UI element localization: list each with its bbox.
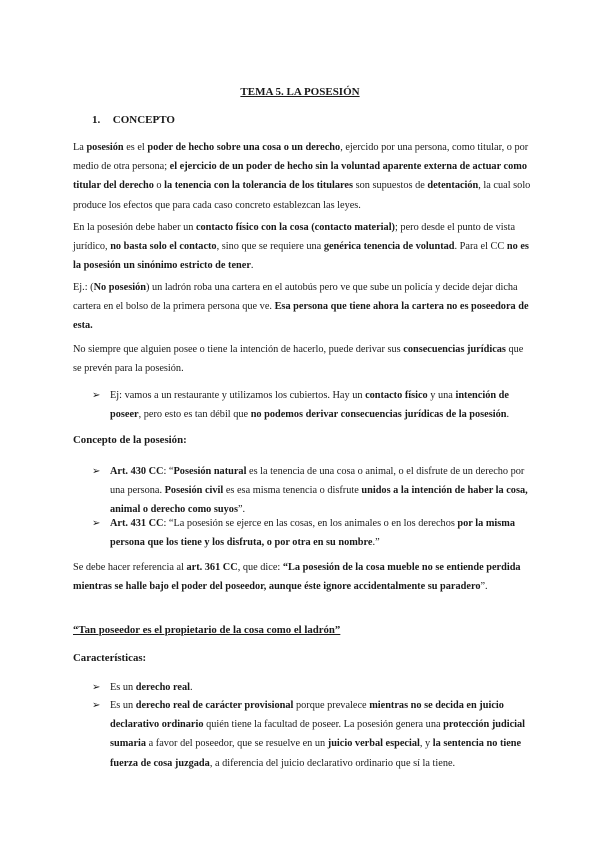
section-label: CONCEPTO <box>112 114 175 126</box>
paragraph-definition: La posesión es el poder de hecho sobre una cosa o un derecho, ejercido por una persona, como titular, o por medio de otra persona; el ejercicio de un poder de hecho sin la voluntad aparente externa de actuar como titular del derecho o la tenencia con la tolerancia de los titulares son supuestos de detentación, la cual solo produce los efectos que para cada caso concreto establezcan las leyes. <box>73 142 531 211</box>
arrow-bullet-icon: ➢ <box>92 682 101 693</box>
paragraph-consequences: No siempre que alguien posee o tiene la intención de hacerlo, puede derivar sus consecuencias jurídicas que se prevén para la posesión. <box>73 344 524 375</box>
subheading-concepto: Concepto de la posesión: <box>73 434 187 446</box>
quote-heading: “Tan poseedor es el propietario de la cosa como el ladrón” <box>73 624 341 636</box>
section-number: 1. <box>92 114 101 126</box>
list-item-art-430: ➢ Art. 430 CC: “Posesión natural es la tenencia de una cosa o animal, o el disfrute de un derecho por una persona. Posesión civil es esa misma tenencia o disfrute unidos a la intención de haber la cosa, animal o derecho como suyos”. <box>92 462 532 520</box>
paragraph-example: Ej.: (No posesión) un ladrón roba una cartera en el autobús pero ve que sube un policía y decide dejar dicha cartera en el bolso de la primera persona que ve. Esa persona que tiene ahora la cartera no es poseedora de esta. <box>73 282 529 332</box>
arrow-bullet-icon: ➢ <box>92 466 101 477</box>
page-title: TEMA 5. LA POSESIÓN <box>240 86 360 98</box>
arrow-bullet-icon: ➢ <box>92 518 101 529</box>
list-item-art-431: ➢ Art. 431 CC: “La posesión se ejerce en las cosas, en los animales o en los derechos por la misma persona que los tiene y los disfruta, o por otra en su nombre.” <box>92 514 532 552</box>
paragraph-art-361: Se debe hacer referencia al art. 361 CC, que dice: “La posesión de la cosa mueble no se entiende perdida mientras se halle bajo el poder del poseedor, aunque éste ignore accidentalmente su paradero”. <box>73 562 521 593</box>
list-item-derecho-real: ➢ Es un derecho real. <box>92 678 532 697</box>
subheading-caracteristicas: Características: <box>73 652 147 664</box>
paragraph-contact: En la posesión debe haber un contacto físico con la cosa (contacto material); pero desde el punto de vista jurídico, no basta solo el contacto, sino que se requiere una genérica tenencia de voluntad. Para el CC no es la posesión un sinónimo estricto de tener. <box>73 222 529 272</box>
section-heading <box>92 114 175 126</box>
list-item-restaurant: ➢ Ej: vamos a un restaurante y utilizamos los cubiertos. Hay un contacto físico y una intención de poseer, pero esto es tan débil que no podemos derivar consecuencias jurídicas de la posesión. <box>92 386 532 424</box>
arrow-bullet-icon: ➢ <box>92 700 101 711</box>
list-item-provisional: ➢ Es un derecho real de carácter provisional porque prevalece mientras no se decida en juicio declarativo ordinario quién tiene la facultad de poseer. La posesión genera una protección judicial sumaria a favor del poseedor, que se resuelve en un juicio verbal especial, y la sentencia no tiene fuerza de cosa juzgada, a diferencia del juicio declarativo ordinario que sí la tiene. <box>92 696 532 773</box>
arrow-bullet-icon: ➢ <box>92 390 101 401</box>
